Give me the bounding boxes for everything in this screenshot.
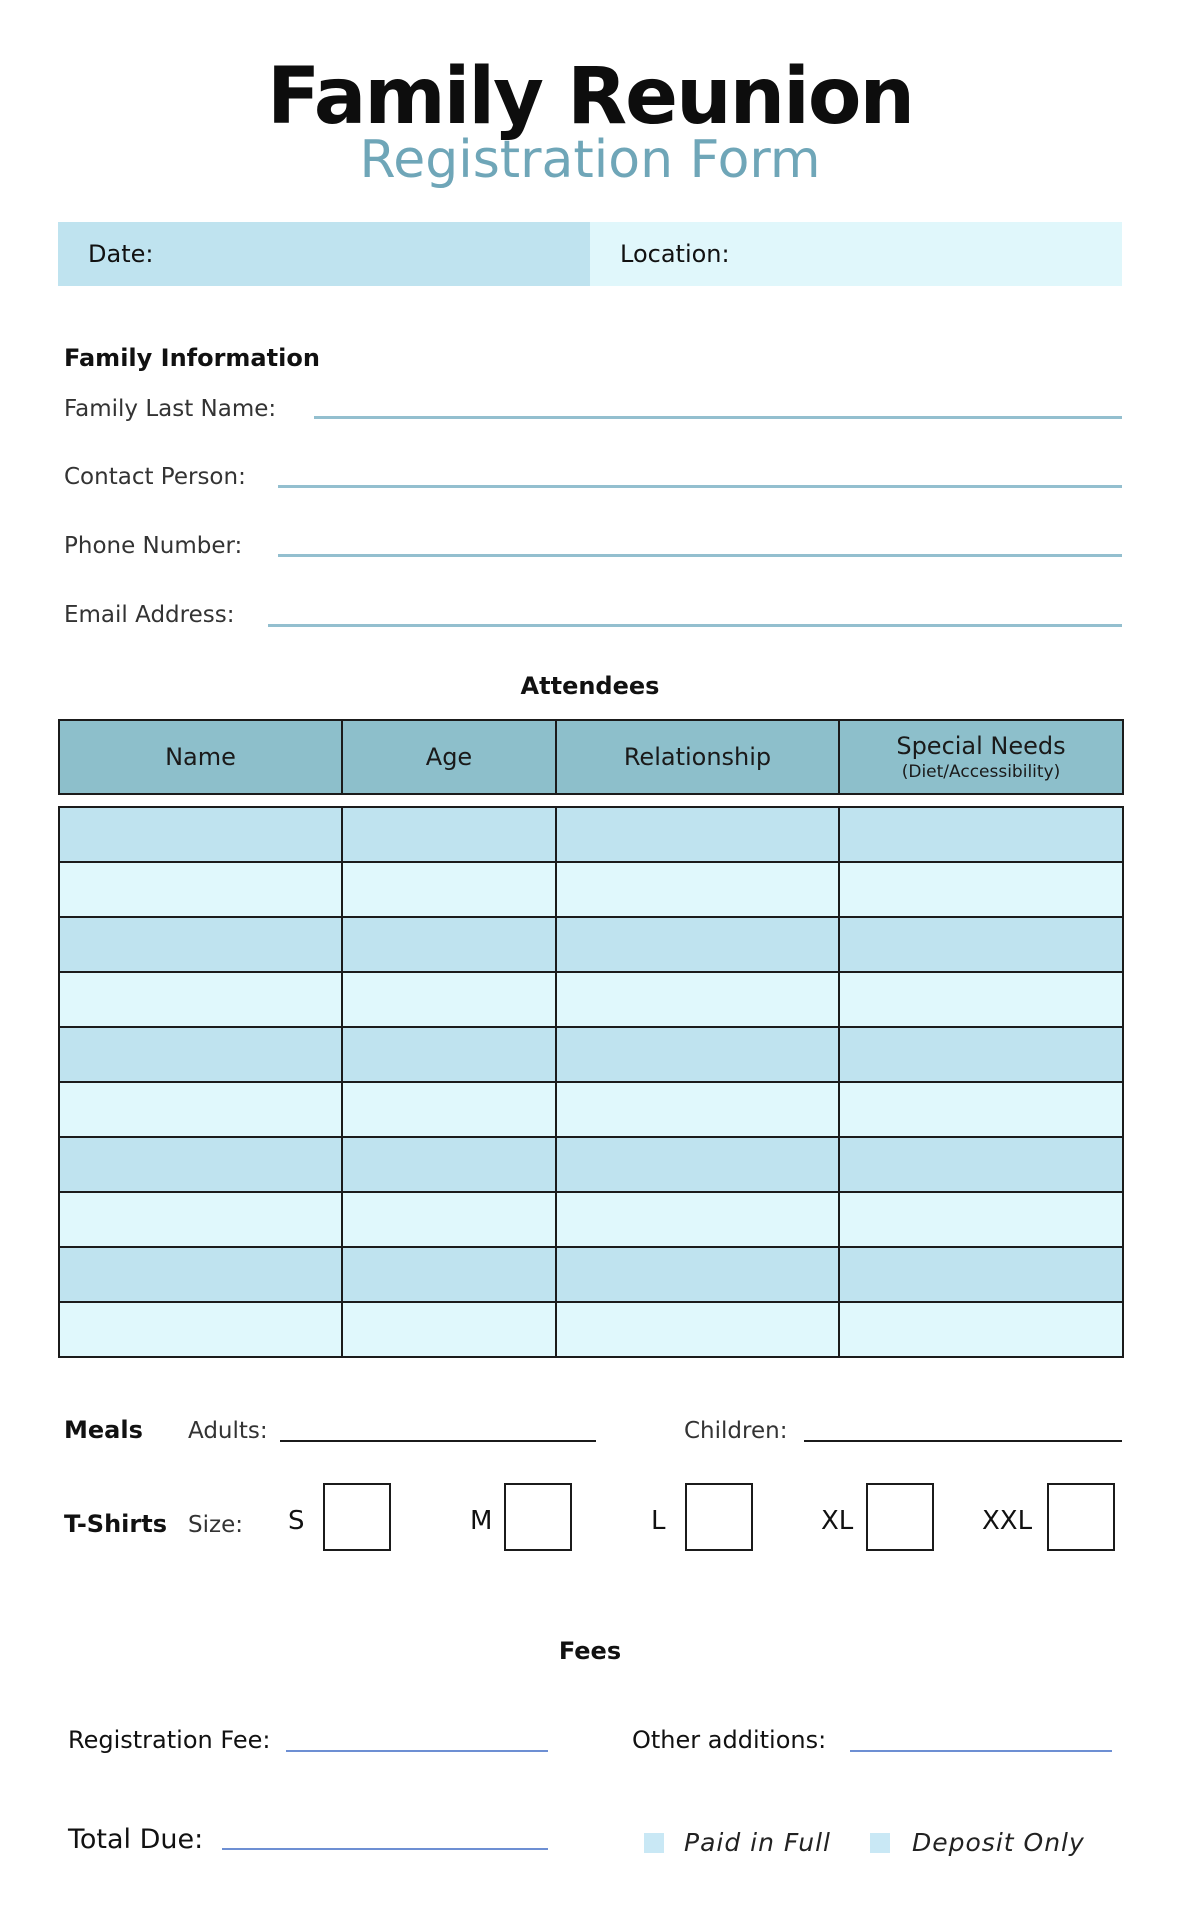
col-age: Age — [342, 720, 556, 794]
form-title: Family Reunion — [267, 52, 913, 142]
other-additions-line[interactable] — [850, 1750, 1112, 1752]
table-cell[interactable] — [342, 1247, 556, 1302]
table-cell[interactable] — [342, 1082, 556, 1137]
size-xl-label: XL — [821, 1506, 854, 1536]
size-l-checkbox[interactable] — [685, 1483, 753, 1551]
location-label: Location: — [620, 240, 730, 268]
table-cell[interactable] — [839, 1082, 1123, 1137]
table-row — [59, 862, 1123, 917]
email-address-label: Email Address: — [64, 602, 235, 628]
table-cell[interactable] — [59, 807, 342, 862]
attendees-heading: Attendees — [520, 672, 660, 700]
table-cell[interactable] — [59, 1027, 342, 1082]
table-cell[interactable] — [59, 1247, 342, 1302]
table-cell[interactable] — [839, 862, 1123, 917]
location-field[interactable] — [590, 222, 1122, 286]
attendees-table — [58, 806, 1124, 1358]
table-row — [59, 1247, 1123, 1302]
paid-in-full-label: Paid in Full — [684, 1828, 831, 1857]
email-address-line[interactable] — [268, 624, 1122, 627]
adults-label: Adults: — [188, 1418, 268, 1444]
phone-number-label: Phone Number: — [64, 533, 243, 559]
deposit-only-checkbox[interactable] — [870, 1833, 890, 1853]
table-cell[interactable] — [342, 1027, 556, 1082]
registration-fee-line[interactable] — [286, 1750, 548, 1752]
table-cell[interactable] — [556, 1027, 839, 1082]
table-row — [59, 972, 1123, 1027]
table-cell[interactable] — [556, 1082, 839, 1137]
table-row — [59, 1027, 1123, 1082]
table-cell[interactable] — [342, 862, 556, 917]
table-cell[interactable] — [556, 807, 839, 862]
col-special-needs — [839, 720, 1123, 794]
family-info-heading: Family Information — [64, 344, 320, 372]
attendees-header — [58, 719, 1124, 795]
table-row — [59, 917, 1123, 972]
table-cell[interactable] — [342, 1302, 556, 1357]
date-field[interactable] — [58, 222, 590, 286]
col-special-needs-label: Special Needs — [896, 732, 1066, 760]
table-row — [59, 1302, 1123, 1357]
contact-person-label: Contact Person: — [64, 464, 246, 490]
table-cell[interactable] — [839, 917, 1123, 972]
table-cell[interactable] — [556, 1192, 839, 1247]
table-cell[interactable] — [342, 1137, 556, 1192]
table-cell[interactable] — [556, 1302, 839, 1357]
size-xxl-label: XXL — [982, 1506, 1033, 1536]
table-cell[interactable] — [556, 1137, 839, 1192]
size-l-label: L — [651, 1506, 666, 1536]
size-m-label: M — [470, 1506, 493, 1536]
table-row — [59, 1082, 1123, 1137]
phone-number-line[interactable] — [278, 554, 1122, 557]
table-row — [59, 1192, 1123, 1247]
table-cell[interactable] — [839, 1247, 1123, 1302]
table-cell[interactable] — [556, 862, 839, 917]
col-special-needs-sub: (Diet/Accessibility) — [901, 762, 1061, 782]
table-cell[interactable] — [839, 972, 1123, 1027]
table-cell[interactable] — [342, 917, 556, 972]
size-s-checkbox[interactable] — [323, 1483, 391, 1551]
table-cell[interactable] — [556, 917, 839, 972]
size-label: Size: — [188, 1512, 243, 1538]
family-last-name-line[interactable] — [314, 416, 1122, 419]
table-cell[interactable] — [59, 1082, 342, 1137]
other-additions-label: Other additions: — [632, 1726, 827, 1754]
table-row — [59, 1137, 1123, 1192]
table-cell[interactable] — [556, 972, 839, 1027]
contact-person-line[interactable] — [278, 485, 1122, 488]
children-label: Children: — [684, 1418, 788, 1444]
table-cell[interactable] — [839, 1137, 1123, 1192]
col-relationship: Relationship — [556, 720, 839, 794]
paid-in-full-checkbox[interactable] — [644, 1833, 664, 1853]
children-line[interactable] — [804, 1440, 1122, 1442]
family-last-name-label: Family Last Name: — [64, 396, 277, 422]
table-cell[interactable] — [556, 1247, 839, 1302]
table-cell[interactable] — [59, 917, 342, 972]
table-cell[interactable] — [342, 972, 556, 1027]
table-cell[interactable] — [59, 1137, 342, 1192]
size-m-checkbox[interactable] — [504, 1483, 572, 1551]
table-cell[interactable] — [342, 1192, 556, 1247]
table-cell[interactable] — [59, 862, 342, 917]
meals-heading: Meals — [64, 1416, 143, 1444]
adults-line[interactable] — [280, 1440, 596, 1442]
registration-fee-label: Registration Fee: — [68, 1726, 271, 1754]
table-cell[interactable] — [839, 807, 1123, 862]
table-cell[interactable] — [839, 1302, 1123, 1357]
table-cell[interactable] — [59, 1302, 342, 1357]
size-s-label: S — [288, 1506, 305, 1536]
deposit-only-label: Deposit Only — [912, 1828, 1085, 1857]
fees-heading: Fees — [558, 1637, 622, 1665]
table-row — [59, 807, 1123, 862]
table-cell[interactable] — [839, 1027, 1123, 1082]
total-due-label: Total Due: — [68, 1824, 204, 1855]
date-label: Date: — [88, 240, 154, 268]
tshirts-heading: T-Shirts — [64, 1510, 167, 1538]
total-due-line[interactable] — [222, 1848, 548, 1850]
size-xxl-checkbox[interactable] — [1047, 1483, 1115, 1551]
col-name: Name — [59, 720, 342, 794]
table-cell[interactable] — [59, 972, 342, 1027]
form-subtitle: Registration Form — [359, 130, 821, 190]
table-cell[interactable] — [839, 1192, 1123, 1247]
table-cell[interactable] — [342, 807, 556, 862]
table-cell[interactable] — [59, 1192, 342, 1247]
size-xl-checkbox[interactable] — [866, 1483, 934, 1551]
